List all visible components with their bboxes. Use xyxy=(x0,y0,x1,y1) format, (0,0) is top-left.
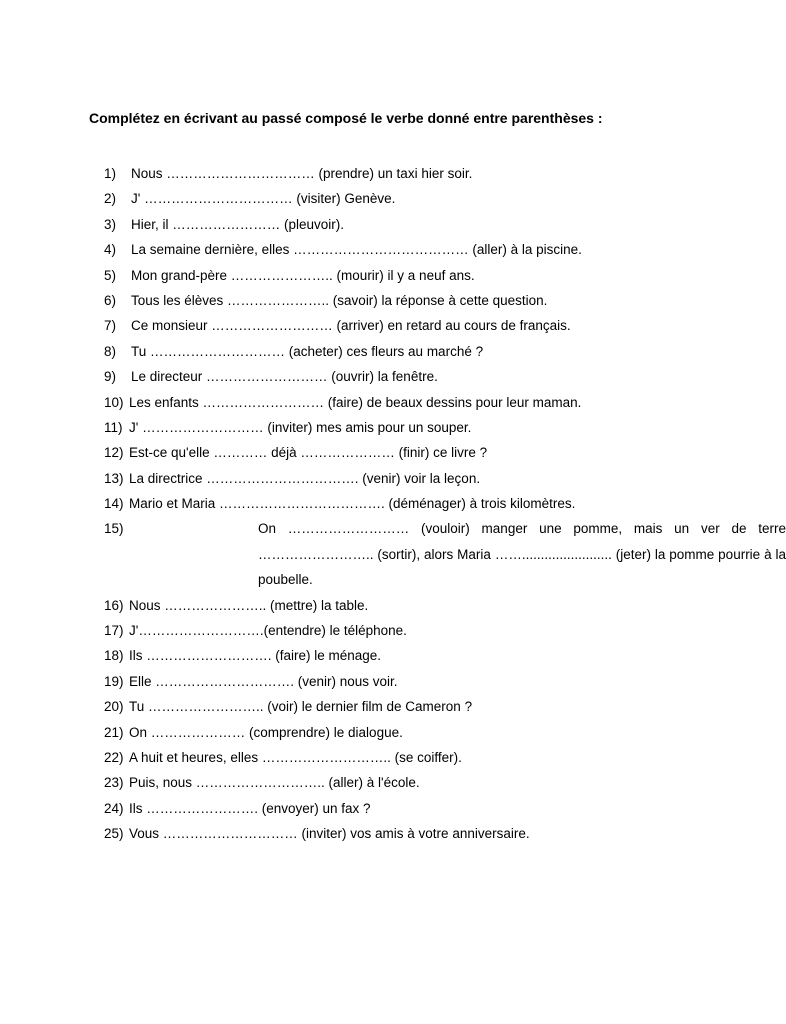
item-text: Elle …………………………. (venir) nous voir. xyxy=(129,673,398,689)
item-number: 19) xyxy=(104,673,124,689)
item-text: Tous les élèves ………………….. (savoir) la réponse à cette question. xyxy=(131,292,548,308)
item-number: 1) xyxy=(104,166,117,181)
instruction-heading: Complétez en écrivant au passé composé le verbe donné entre parenthèses : xyxy=(89,110,603,126)
exercise-item-11 xyxy=(0,415,724,440)
item-number: 14) xyxy=(104,496,124,512)
item-text: On ……………………… (vouloir) manger une pomme, mais un ver de terre …………………….. (sortir), alors Maria ……........................ (jeter) la pomme pourrie à la poubelle. xyxy=(258,521,786,588)
item-number: 16) xyxy=(104,597,124,613)
exercise-item-20 xyxy=(0,694,724,719)
item-text: On ………………… (comprendre) le dialogue. xyxy=(129,724,403,740)
item-text: Mario et Maria ………………………………. (déménager) à trois kilomètres. xyxy=(129,496,576,512)
item-number: 10) xyxy=(104,394,124,410)
item-number: 20) xyxy=(104,699,124,715)
item-number: 17) xyxy=(104,623,124,639)
item-number: 18) xyxy=(104,648,124,664)
exercise-item-4 xyxy=(0,237,724,262)
exercise-item-8 xyxy=(0,339,724,364)
item-text: Nous …………………………… (prendre) un taxi hier soir. xyxy=(131,166,473,181)
item-number: 13) xyxy=(104,470,124,486)
exercise-item-13 xyxy=(0,466,724,491)
exercise-item-2 xyxy=(0,186,724,211)
item-text: Tu …………………….. (voir) le dernier film de Cameron ? xyxy=(129,699,473,715)
item-text: Nous ………………….. (mettre) la table. xyxy=(129,597,369,613)
exercise-item-14 xyxy=(0,491,724,516)
item-text: La semaine dernière, elles ………………………………… (aller) à la piscine. xyxy=(131,242,582,258)
item-text: Puis, nous ……………………….. (aller) à l'école. xyxy=(129,775,420,791)
item-text: Ils ………………………. (faire) le ménage. xyxy=(129,648,382,664)
item-number: 21) xyxy=(104,724,124,740)
item-number: 5) xyxy=(104,267,117,283)
exercise-item-15 xyxy=(0,516,786,592)
item-number: 22) xyxy=(104,750,124,766)
item-number: 2) xyxy=(104,191,117,207)
exercise-item-10 xyxy=(0,390,724,415)
item-text: Ils ……………………. (envoyer) un fax ? xyxy=(129,800,371,816)
item-number: 25) xyxy=(104,826,124,842)
exercise-item-23 xyxy=(0,770,724,795)
exercise-item-18 xyxy=(0,643,724,668)
item-number: 12) xyxy=(104,445,124,461)
exercise-item-5 xyxy=(0,263,724,288)
item-text: Est-ce qu'elle ………… déjà ………………… (finir) ce livre ? xyxy=(129,445,488,461)
exercise-item-16 xyxy=(0,593,724,618)
item-text: Mon grand-père ………………….. (mourir) il y a neuf ans. xyxy=(131,267,475,283)
exercise-item-19 xyxy=(0,669,724,694)
exercise-item-22 xyxy=(0,745,724,770)
exercise-item-1 xyxy=(0,161,724,186)
exercise-item-24 xyxy=(0,796,724,821)
item-number: 8) xyxy=(104,343,117,359)
item-text: J'……………………….(entendre) le téléphone. xyxy=(129,623,407,639)
item-text: J' ……………………… (inviter) mes amis pour un souper. xyxy=(129,419,472,435)
item-text: Tu ………………………… (acheter) ces fleurs au marché ? xyxy=(131,343,484,359)
item-text: La directrice ……………………………. (venir) voir la leçon. xyxy=(129,470,481,486)
item-number: 15) xyxy=(104,521,124,537)
exercise-item-6 xyxy=(0,288,724,313)
exercise-item-17 xyxy=(0,618,724,643)
item-number: 3) xyxy=(104,216,117,232)
item-text: A huit et heures, elles ……………………….. (se coiffer). xyxy=(129,750,462,766)
exercise-item-9 xyxy=(0,364,724,389)
exercise-item-12 xyxy=(0,440,724,465)
exercise-item-25 xyxy=(0,821,724,846)
item-number: 11) xyxy=(104,419,123,435)
item-text: Hier, il …………………… (pleuvoir). xyxy=(131,216,345,232)
item-number: 9) xyxy=(104,369,117,385)
exercise-item-21 xyxy=(0,720,724,745)
exercise-item-3 xyxy=(0,212,724,237)
item-text: Les enfants ……………………… (faire) de beaux dessins pour leur maman. xyxy=(129,394,582,410)
item-number: 4) xyxy=(104,242,117,258)
exercise-list xyxy=(0,161,786,847)
item-number: 7) xyxy=(104,318,117,334)
item-number: 24) xyxy=(104,800,124,816)
item-text: J' …………………………… (visiter) Genève. xyxy=(131,191,396,207)
exercise-item-7 xyxy=(0,313,724,338)
item-text: Ce monsieur ……………………… (arriver) en retard au cours de français. xyxy=(131,318,571,334)
item-number: 23) xyxy=(104,775,124,791)
item-number: 6) xyxy=(104,292,117,308)
item-text: Vous ………………………… (inviter) vos amis à votre anniversaire. xyxy=(129,826,530,842)
item-text: Le directeur ……………………… (ouvrir) la fenêtre. xyxy=(131,369,438,385)
